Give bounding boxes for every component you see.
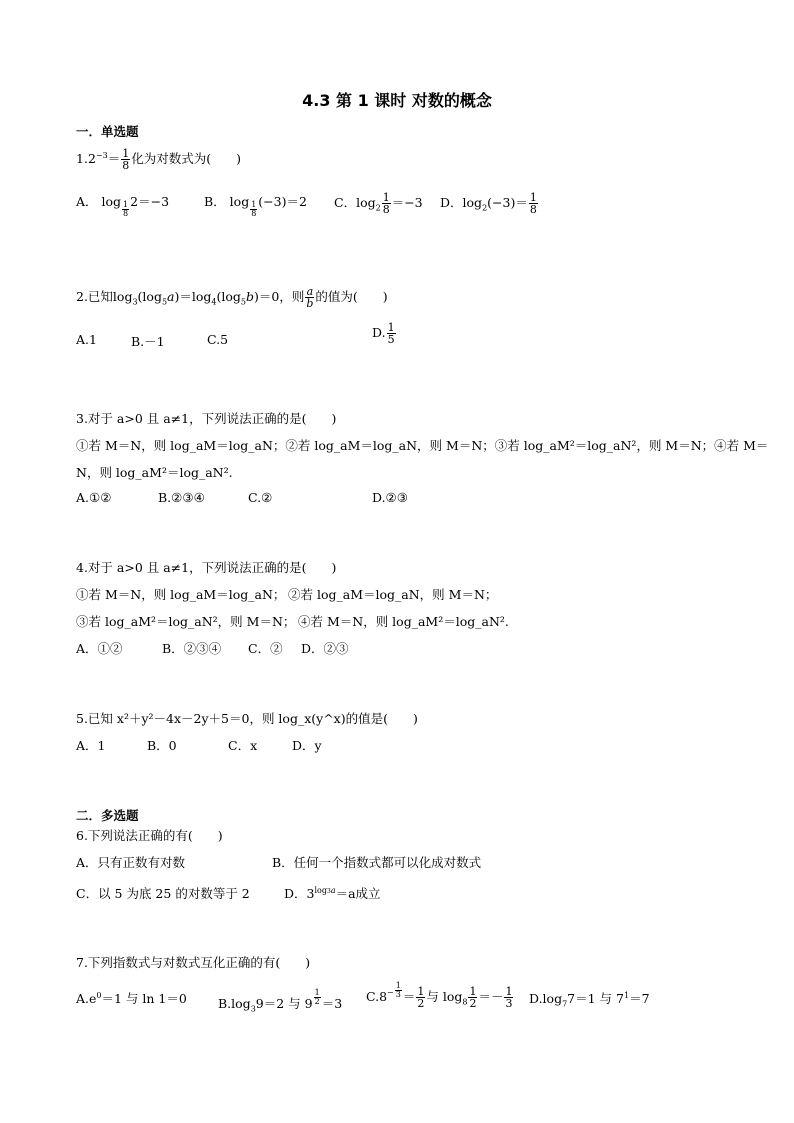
question-1-option-b[interactable]: B． log $\frac{1}{8}$ (−3)＝2 (204, 194, 307, 218)
question-4-statement-4: ④若 M＝N，则 log_aM²＝log_aN². (298, 614, 509, 629)
question-6-stem: 6.下列说法正确的有( ) (76, 828, 223, 843)
question-4-statement-1: ①若 M＝N，则 log_aM＝log_aN； (76, 587, 286, 602)
question-4-statement-2: ②若 log_aM＝log_aN，则 M＝N； (288, 587, 498, 602)
question-2-option-c[interactable]: C.5 (207, 332, 229, 347)
question-3-option-b[interactable]: B.②③④ (158, 490, 205, 505)
question-1-option-a[interactable]: A． log $\frac{1}{8}$ 2＝−3 (76, 194, 170, 218)
page-title: 4.3 第 1 课时 对数的概念 (302, 91, 492, 110)
question-4-stem: 4.对于 a>0 且 a≠1，下列说法正确的是( ) (76, 560, 337, 575)
question-7-option-d[interactable]: $D.\log_77=1$ 与 $7^1=7$ (529, 990, 650, 1009)
question-4-option-d[interactable]: D．②③ (301, 641, 349, 656)
question-3-option-d[interactable]: D.②③ (372, 490, 408, 505)
question-5-option-d[interactable]: D．y (292, 738, 322, 753)
question-2-option-d[interactable]: D. $\frac{1}{5}$ (372, 321, 395, 346)
question-7-option-a[interactable]: $A.e^0=1$ 与 ln 1＝0 (76, 990, 187, 1006)
question-4-statement-3: ③若 log_aM²＝log_aN²，则 M＝N； (76, 614, 296, 629)
question-6-option-d[interactable]: D．$3^{log3a}=a$成立 (284, 885, 381, 901)
question-2-stem: 2.已知$\log_3(\log_5a)=\log_4(\log_5b)=0$，则 $\frac{a}{b}$ 的值为( ) (76, 285, 388, 310)
question-6-option-a[interactable]: A．只有正数有对数 (76, 855, 186, 870)
question-4-option-b[interactable]: B．②③④ (162, 641, 222, 656)
question-7-stem: 7.下列指数式与对数式互化正确的有( ) (76, 955, 311, 970)
question-6-option-b[interactable]: B．任何一个指数式都可以化成对数式 (272, 855, 482, 870)
question-1-option-c[interactable]: C．$\log_2$ $\frac{1}{8}$ ＝−3 (334, 191, 423, 216)
question-5-option-a[interactable]: A．1 (76, 738, 106, 753)
question-3-statement-line-1: ①若 M＝N，则 log_aM＝log_aN；②若 log_aM＝log_aN，则 M＝N；③若 log_aM²＝log_aN²，则 M＝N；④若 M＝ (76, 438, 769, 453)
question-7-option-b[interactable]: $B.\log_39=2$ 与 9 $\frac{1}{2}$ ＝3 (218, 988, 343, 1014)
section-single-choice: 一．单选题 (76, 124, 139, 139)
question-4-option-c[interactable]: C．② (248, 641, 283, 656)
question-4-option-a[interactable]: A．①② (76, 641, 123, 656)
question-5-option-b[interactable]: B．0 (147, 738, 177, 753)
question-3-statement-line-2: N，则 log_aM²＝log_aN². (76, 465, 233, 480)
question-2-option-a[interactable]: A.1 (76, 332, 97, 347)
question-5-stem: 5.已知 x²＋y²－4x－2y＋5＝0，则 log_x(y^x)的值是( ) (76, 711, 418, 726)
question-3-option-c[interactable]: C.② (248, 490, 273, 505)
question-5-option-c[interactable]: C．x (228, 738, 258, 753)
question-7-option-c[interactable]: C.8− $\frac{1}{3}$ ＝ $\frac{1}{2}$ 与 $\log_8$ $\frac{1}{2}$ ＝－ $\frac{1}{3}$ (366, 981, 513, 1010)
question-3-option-a[interactable]: A.①② (76, 490, 112, 505)
question-6-option-c[interactable]: C．以 5 为底 25 的对数等于 2 (76, 886, 250, 901)
section-multiple-choice: 二．多选题 (76, 808, 139, 823)
question-3-stem: 3.对于 a>0 且 a≠1，下列说法正确的是( ) (76, 411, 337, 426)
question-1-option-d[interactable]: D．$\log_2(-3)=$ $\frac{1}{8}$ (440, 191, 537, 216)
question-2-option-b[interactable]: B.－1 (131, 334, 165, 349)
question-1-stem: $1.2^{-3}=$ $\frac{1}{8}$ 化为对数式为( ) (76, 147, 241, 172)
